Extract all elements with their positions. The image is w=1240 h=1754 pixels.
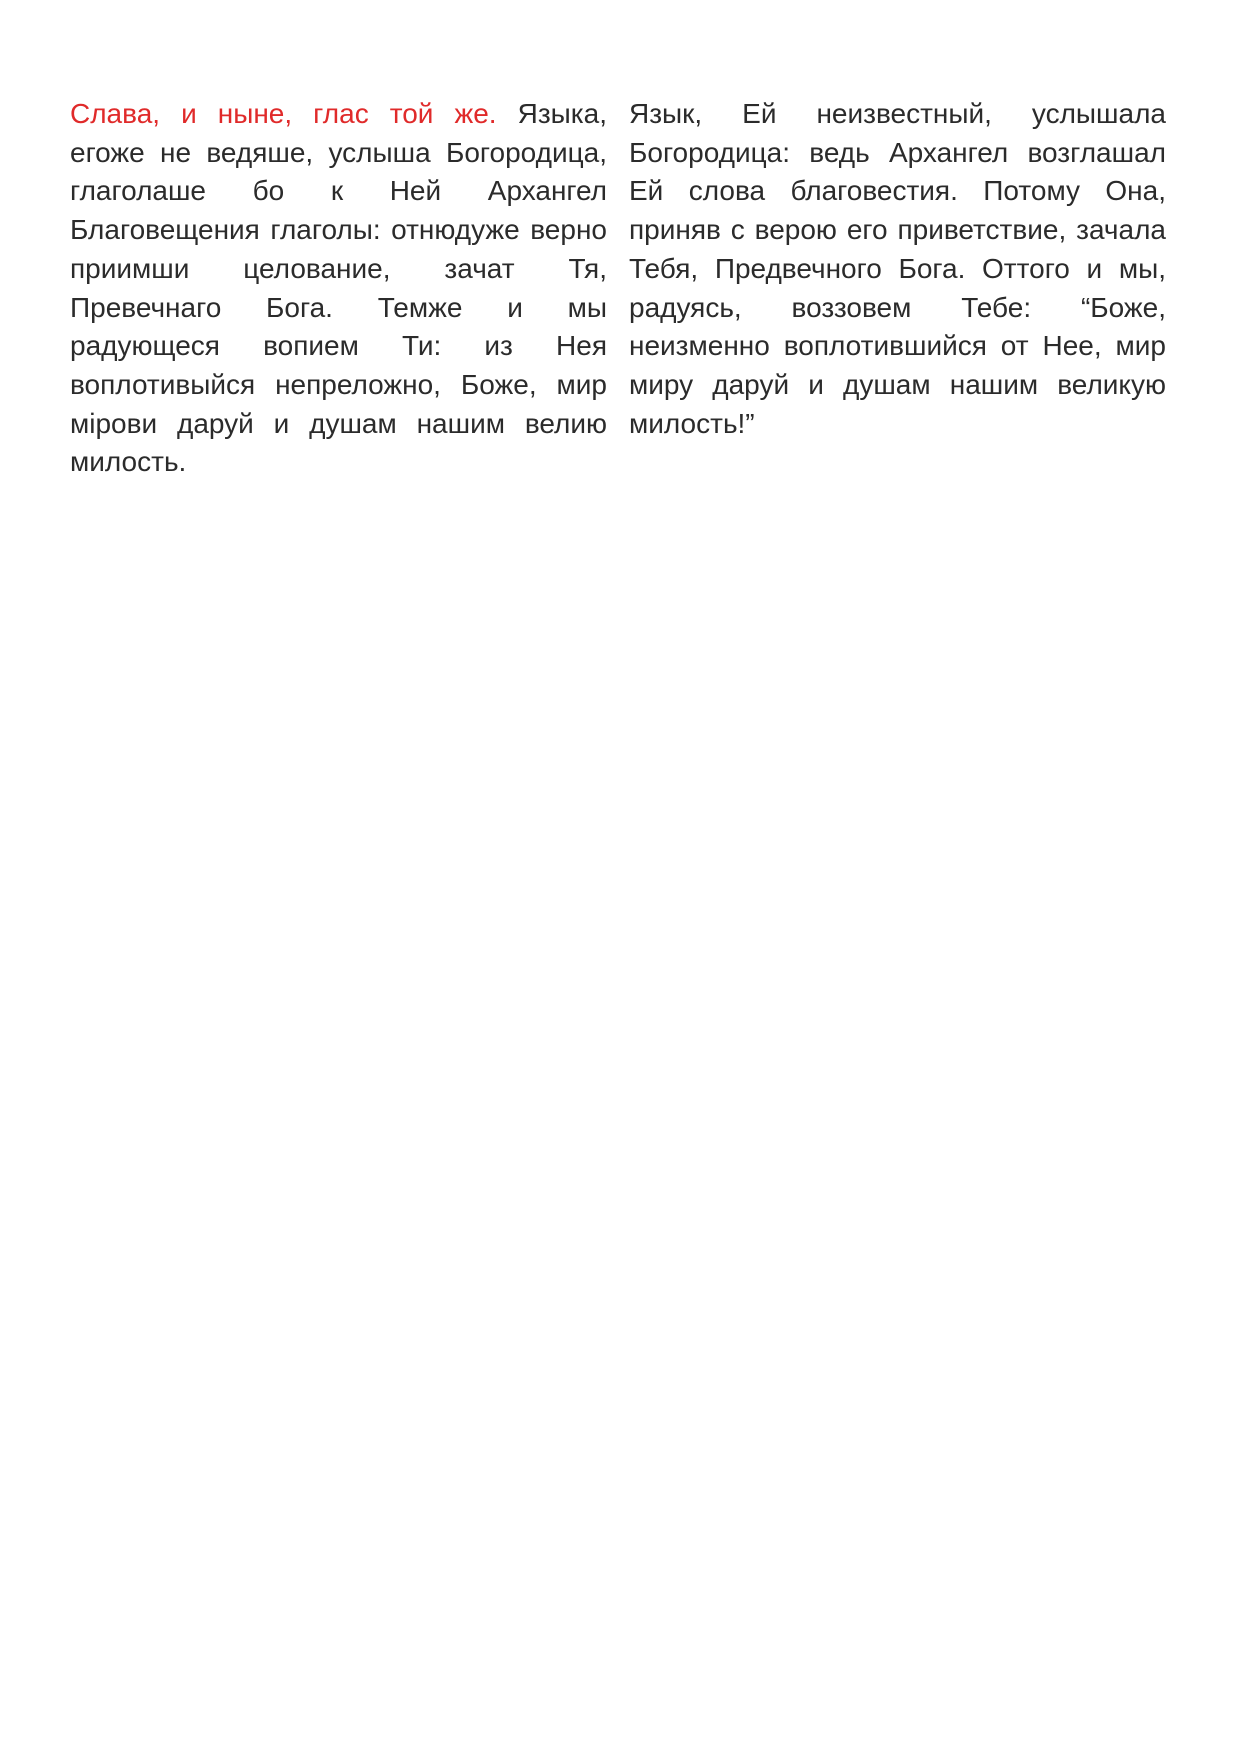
church-slavonic-column [70,95,607,482]
church-slavonic-text: Языка, егоже не ведяше, услыша Богородица, глаголаше бо к Ней Архангел Благовещения глаголы: отнюдуже верно приимши целование, зачат Тя, Превечнаго Бога. Темже и мы радующеся вопием Ти: из Нея воплотивыйся непреложно, Боже, мир мірови даруй и душам нашим велию милость. [70,98,608,478]
russian-translation-text: Язык, Ей неизвестный, услышала Богородица: ведь Архангел возглашал Ей слова благовестия. Потому Она, приняв с верою его приветствие, зачала Тебя, Предвечного Бога. Оттого и мы, радуясь, воззовем Тебе: “Боже, неизменно воплотившийся от Нее, мир миру даруй и душам нашим великую милость!” [629,98,1166,439]
two-column-text [70,95,1166,482]
russian-translation-column [629,95,1166,482]
rubric-heading: Слава, и ныне, глас той же. [70,98,497,129]
